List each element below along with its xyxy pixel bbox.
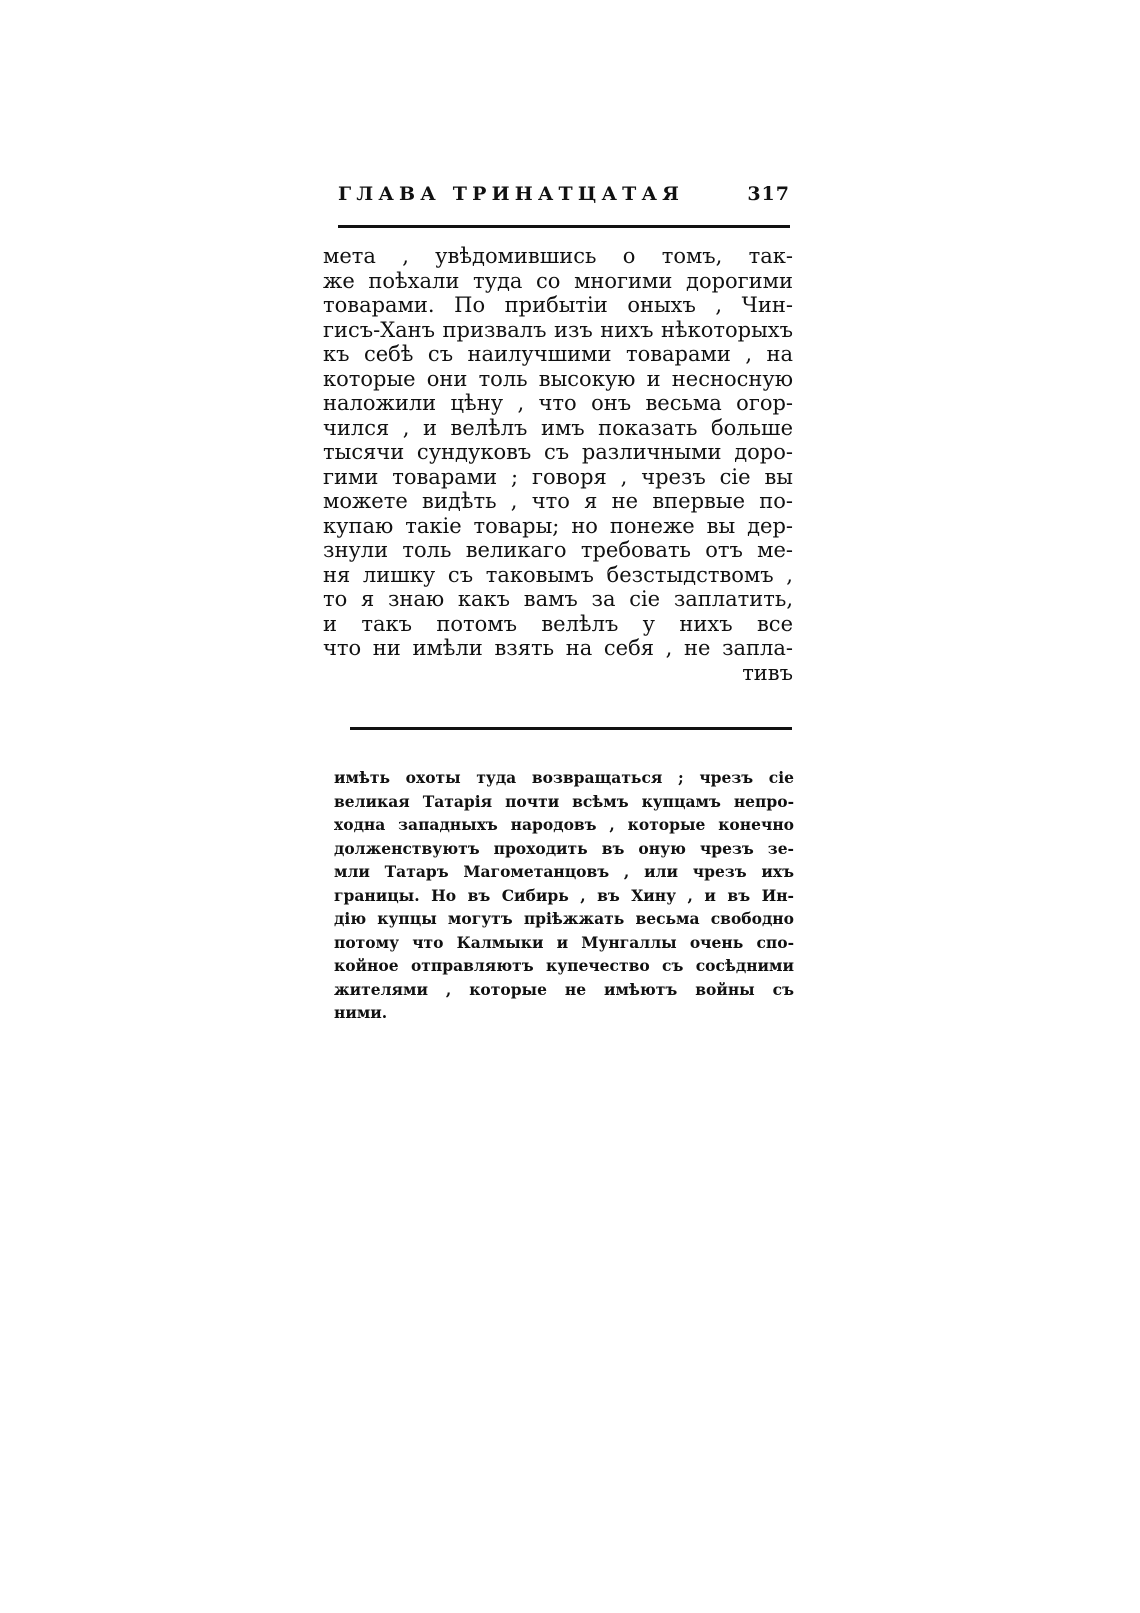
footnote-line: границы. Но въ Сибирь , въ Хину , и въ Ин- [334, 885, 794, 905]
footnote-line: долженствуютъ проходить въ оную чрезъ зе- [334, 838, 794, 858]
text-line: мета , увѣдомившись о томъ, так- [323, 244, 793, 268]
text-line: и такъ потомъ велѣлъ у нихъ все [323, 611, 793, 636]
text-line: ня лишку съ таковымъ безстыдствомъ , [323, 562, 793, 587]
main-text [323, 244, 793, 685]
text-line: гисъ-Ханъ призвалъ изъ нихъ нѣкоторыхъ [323, 317, 793, 342]
text-line: знули толь великаго требовать отъ ме- [323, 538, 793, 562]
text-line: чился , и велѣлъ имъ показать больше [323, 415, 793, 440]
footnote-line: потому что Калмыки и Мунгаллы очень спо- [334, 932, 794, 952]
text-line: которые они толь высокую и несносную [323, 366, 793, 391]
text-line: наложили цѣну , что онъ весьма огор- [323, 391, 793, 415]
running-title: ГЛАВА ТРИНАТЦАТАЯ [338, 183, 685, 205]
footnote-line: великая Татарія почти всѣмъ купцамъ непро- [334, 791, 794, 811]
footnote-rule [350, 727, 792, 730]
footnote-line: ними. [334, 1003, 388, 1022]
header-rule [338, 225, 790, 228]
text-line: къ себѣ съ наилучшими товарами , на [323, 342, 793, 366]
text-line: же поѣхали туда со многими дорогими [323, 268, 793, 293]
footnote-line: ходна западныхъ народовъ , которые конечно [334, 815, 794, 834]
footnote-line: мли Татаръ Магометанцовъ , или чрезъ ихъ [334, 862, 794, 881]
text-line: можете видѣть , что я не впервые по- [323, 489, 793, 513]
footnote [334, 766, 794, 1025]
text-line: гими товарами ; говоря , чрезъ сіе вы [323, 464, 793, 489]
footnote-line: жителями , которые не имѣютъ войны съ [334, 979, 794, 999]
page-header [338, 183, 790, 213]
text-line: то я знаю какъ вамъ за сіе заплатить, [323, 587, 793, 611]
footnote-line: койное отправляютъ купечество съ сосѣдними [334, 956, 794, 975]
text-line: купаю такіе товары; но понеже вы дер- [323, 513, 793, 538]
text-line: что ни имѣли взять на себя , не запла- [323, 636, 793, 660]
page-number: 317 [747, 183, 790, 205]
text-line: товарами. По прибытіи оныхъ , Чин- [323, 293, 793, 317]
text-line: тысячи сундуковъ съ различными доро- [323, 440, 793, 464]
footnote-line: дію купцы могутъ пріѣжжать весьма свободно [334, 909, 794, 928]
footnote-line: имѣть охоты туда возвращаться ; чрезъ сіе [334, 768, 794, 787]
catchword: тивъ [742, 660, 793, 685]
